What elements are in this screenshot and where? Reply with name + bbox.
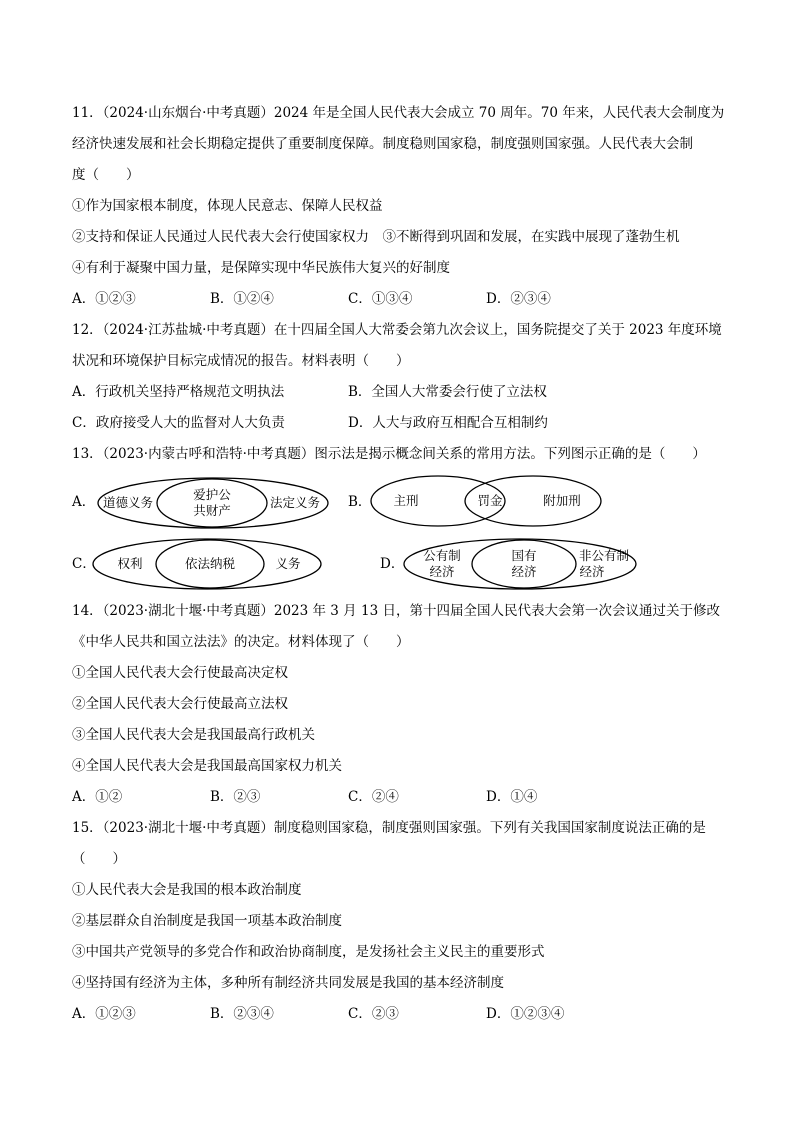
venn-d-left-label-2: 经济	[429, 564, 455, 579]
q15-option-d[interactable]: D．①②③④	[486, 1006, 565, 1022]
q15-option-a[interactable]: A．①②③	[72, 1006, 136, 1022]
q14-statement-3: ③全国人民代表大会是我国最高行政机关	[72, 727, 315, 743]
q13-option-c-diagram[interactable]	[90, 536, 330, 592]
q12-option-c[interactable]: C．政府接受人大的监督对人大负责	[72, 415, 285, 431]
q14-option-b[interactable]: B．②③	[210, 789, 261, 805]
q15-stem-line2: （ ）	[72, 851, 126, 867]
venn-b-right-label: 附加刑	[543, 493, 581, 508]
q13-option-a-label[interactable]: A．	[72, 494, 96, 510]
q14-statement-1: ①全国人民代表大会行使最高决定权	[72, 665, 288, 681]
q13-option-c-label[interactable]: C．	[72, 556, 96, 572]
q14-stem-line1: 14．（2023·湖北十堰·中考真题）2023 年 3 月 13 日，第十四届全国人民代表大会第一次会议通过关于修改	[72, 603, 720, 619]
q12-option-b[interactable]: B．全国人大常委会行使了立法权	[348, 384, 547, 400]
q12-stem-line2: 状况和环境保护目标完成情况的报告。材料表明（ ）	[72, 353, 410, 369]
q14-option-a[interactable]: A．①②	[72, 789, 123, 805]
q11-option-a[interactable]: A．①②③	[72, 291, 136, 307]
q15-option-b[interactable]: B．②③④	[210, 1006, 274, 1022]
venn-a-mid-label-2: 共财产	[193, 503, 231, 518]
q12-stem-line1: 12．（2024·江苏盐城·中考真题）在十四届全国人大常委会第九次会议上，国务院提交了关于 2023 年度环境	[72, 322, 722, 338]
venn-d-mid-label-2: 经济	[511, 564, 537, 579]
q11-statement-2-3: ②支持和保证人民通过人民代表大会行使国家权力 ③不断得到巩固和发展，在实践中展现了蓬勃生机	[72, 229, 680, 245]
venn-d-right-label-1: 非公有制	[578, 548, 630, 563]
venn-c-mid-label: 依法纳税	[184, 556, 236, 571]
q11-stem-line1: 11．（2024·山东烟台·中考真题）2024 年是全国人民代表大会成立 70 周年。70 年来，人民代表大会制度为	[72, 105, 725, 121]
q12-option-a[interactable]: A．行政机关坚持严格规范文明执法	[72, 384, 285, 400]
venn-b-left-label: 主刑	[393, 493, 419, 508]
venn-d-mid-label-1: 国有	[511, 548, 537, 563]
q15-statement-2: ②基层群众自治制度是我国一项基本政治制度	[72, 913, 342, 929]
q13-option-d-label[interactable]: D．	[380, 556, 405, 572]
venn-a-left-label: 道德义务	[102, 495, 154, 510]
q14-statement-2: ②全国人民代表大会行使最高立法权	[72, 696, 288, 712]
q11-statement-1: ①作为国家根本制度，体现人民意志、保障人民权益	[72, 198, 383, 214]
q12-option-d[interactable]: D．人大与政府互相配合互相制约	[348, 415, 548, 431]
venn-d-left-label-1: 公有制	[423, 548, 461, 563]
venn-c-left-label: 权利	[117, 556, 143, 571]
q15-statement-3: ③中国共产党领导的多党合作和政治协商制度，是发扬社会主义民主的重要形式	[72, 944, 545, 960]
q11-stem-line2: 经济快速发展和社会长期稳定提供了重要制度保障。制度稳则国家稳，制度强则国家强。人民代表大会制	[72, 136, 693, 152]
q11-option-b[interactable]: B．①②④	[210, 291, 274, 307]
q15-stem-line1: 15．（2023·湖北十堰·中考真题）制度稳则国家稳，制度强则国家强。下列有关我国国家制度说法正确的是	[72, 820, 706, 836]
q11-statement-4: ④有利于凝聚中国力量，是保障实现中华民族伟大复兴的好制度	[72, 260, 450, 276]
q13-option-b-label[interactable]: B．	[348, 494, 372, 510]
q15-option-c[interactable]: C．②③	[348, 1006, 399, 1022]
q11-option-c[interactable]: C．①③④	[348, 291, 413, 307]
q15-statement-4: ④坚持国有经济为主体，多种所有制经济共同发展是我国的基本经济制度	[72, 975, 504, 991]
q11-stem-line3: 度（ ）	[72, 167, 140, 183]
venn-d-right-label-2: 经济	[579, 564, 605, 579]
q13-stem-line1: 13．（2023·内蒙古呼和浩特·中考真题）图示法是揭示概念间关系的常用方法。下列图示正确的是（ ）	[72, 446, 706, 462]
q13-option-a-diagram[interactable]	[95, 475, 335, 531]
q14-statement-4: ④全国人民代表大会是我国最高国家权力机关	[72, 758, 342, 774]
q14-stem-line2: 《中华人民共和国立法法》的决定。材料体现了（ ）	[72, 634, 410, 650]
venn-c-right-label: 义务	[275, 556, 301, 571]
q11-option-d[interactable]: D．②③④	[486, 291, 551, 307]
q13-option-b-diagram[interactable]	[368, 473, 608, 531]
q13-option-d-diagram[interactable]	[402, 536, 642, 592]
venn-b-mid-label: 罚金	[477, 493, 503, 508]
q15-statement-1: ①人民代表大会是我国的根本政治制度	[72, 882, 302, 898]
venn-a-right-label: 法定义务	[269, 495, 321, 510]
q14-option-d[interactable]: D．①④	[486, 789, 538, 805]
venn-a-mid-label-1: 爱护公	[193, 487, 231, 502]
q14-option-c[interactable]: C．②④	[348, 789, 399, 805]
